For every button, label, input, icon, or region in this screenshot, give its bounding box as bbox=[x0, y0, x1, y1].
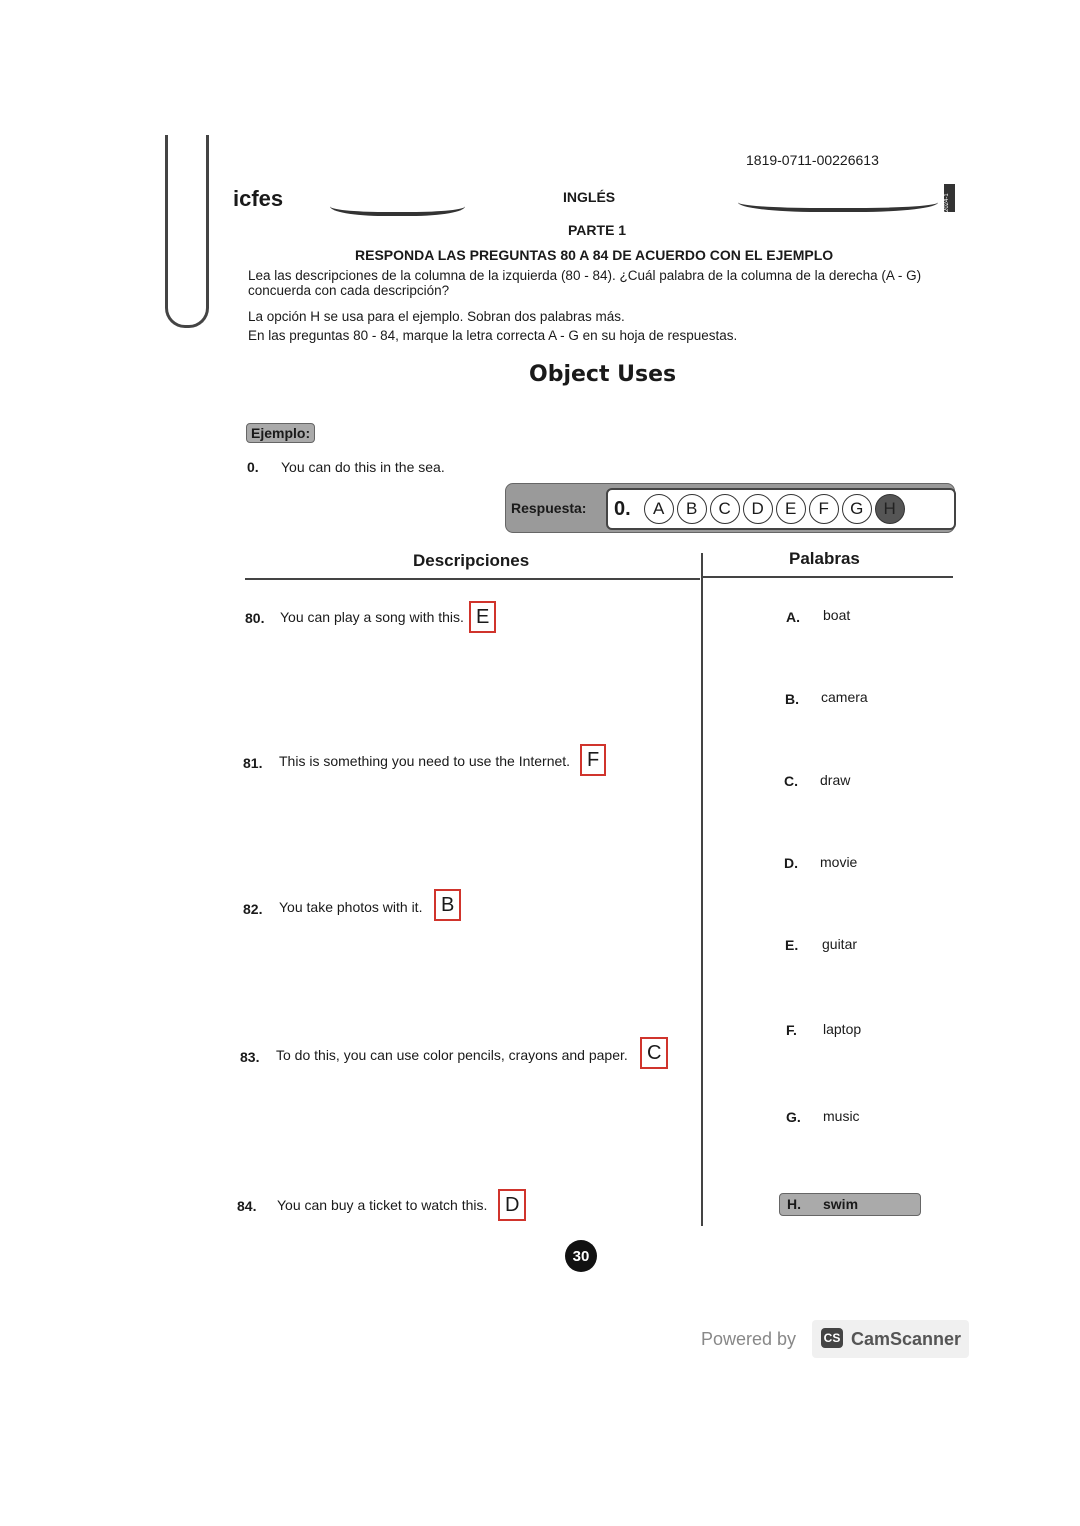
powered-by-text: Powered by bbox=[701, 1329, 797, 1349]
document-code: 1819-0711-00226613 bbox=[746, 152, 879, 168]
word: music bbox=[823, 1108, 860, 1124]
divider bbox=[703, 576, 953, 578]
part-title: PARTE 1 bbox=[568, 222, 627, 238]
question-text: You take photos with it. bbox=[279, 899, 423, 915]
word: draw bbox=[820, 772, 851, 788]
question-text: You can buy a ticket to watch this. bbox=[277, 1197, 488, 1213]
paper-clip bbox=[165, 135, 209, 328]
word-letter: E. bbox=[785, 937, 799, 953]
question-number: 82. bbox=[243, 901, 263, 917]
option-g: G bbox=[842, 494, 872, 524]
example-number: 0. bbox=[247, 459, 259, 475]
answer-box: F bbox=[580, 744, 606, 776]
word: movie bbox=[820, 854, 858, 870]
option-a: A bbox=[644, 494, 674, 524]
word: guitar bbox=[822, 936, 858, 952]
camscanner-brand: CamScanner bbox=[851, 1329, 962, 1349]
word-letter: H. bbox=[787, 1196, 801, 1212]
icfes-logo: icfes bbox=[233, 186, 284, 211]
example-text: You can do this in the sea. bbox=[281, 459, 445, 475]
word-letter: F. bbox=[786, 1022, 797, 1038]
answer-box: B bbox=[434, 889, 461, 921]
column-header-words: Palabras bbox=[789, 549, 860, 568]
word: camera bbox=[821, 689, 868, 705]
landscape-illustration bbox=[738, 188, 938, 212]
question-text: You can play a song with this. bbox=[280, 609, 464, 625]
question-text: To do this, you can use color pencils, crayons and paper. bbox=[276, 1047, 628, 1063]
answer-box: C bbox=[640, 1037, 668, 1069]
word: swim bbox=[823, 1196, 859, 1212]
page-title: Object Uses bbox=[529, 362, 677, 387]
answer-number: 0. bbox=[614, 497, 631, 520]
option-b: B bbox=[677, 494, 707, 524]
instructions-text-2: La opción H se usa para el ejemplo. Sobran dos palabras más. bbox=[248, 309, 625, 324]
column-divider bbox=[701, 553, 703, 1226]
option-f: F bbox=[809, 494, 839, 524]
camscanner-icon: CS bbox=[821, 1328, 843, 1348]
answer-label: Respuesta: bbox=[511, 500, 587, 516]
word-letter: G. bbox=[786, 1109, 801, 1125]
subject-title: INGLÉS bbox=[563, 189, 616, 205]
divider bbox=[245, 578, 700, 580]
period-label: 2024-1 bbox=[944, 184, 955, 212]
example-label: Ejemplo: bbox=[246, 423, 315, 443]
example-answer-box bbox=[505, 483, 955, 533]
question-number: 83. bbox=[240, 1049, 260, 1065]
instructions-text-3: En las preguntas 80 - 84, marque la letra correcta A - G en su hoja de respuestas. bbox=[248, 328, 738, 343]
word-letter: A. bbox=[786, 609, 800, 625]
question-number: 84. bbox=[237, 1198, 257, 1214]
question-number: 81. bbox=[243, 755, 263, 771]
option-d: D bbox=[743, 494, 773, 524]
question-number: 80. bbox=[245, 610, 265, 626]
example-word-highlight bbox=[779, 1193, 921, 1216]
column-header-descriptions: Descripciones bbox=[413, 551, 530, 570]
word-letter: B. bbox=[785, 691, 799, 707]
option-c: C bbox=[710, 494, 740, 524]
instructions-heading: RESPONDA LAS PREGUNTAS 80 A 84 DE ACUERDO CON EL EJEMPLO bbox=[355, 247, 834, 263]
word-letter: C. bbox=[784, 773, 798, 789]
camscanner-badge bbox=[812, 1320, 969, 1358]
word: boat bbox=[823, 607, 851, 623]
question-text: This is something you need to use the Internet. bbox=[279, 753, 571, 769]
option-h-selected: H bbox=[875, 494, 905, 524]
word-letter: D. bbox=[784, 855, 798, 871]
page-number: 30 bbox=[565, 1240, 597, 1272]
wave-illustration bbox=[330, 192, 465, 216]
option-e: E bbox=[776, 494, 806, 524]
answer-box: D bbox=[498, 1189, 526, 1221]
answer-box: E bbox=[469, 601, 496, 633]
word: laptop bbox=[823, 1021, 862, 1037]
instructions-text: Lea las descripciones de la columna de la izquierda (80 - 84). ¿Cuál palabra de la columna de la derecha (A - G) concuerda con cada descripción? bbox=[248, 268, 922, 298]
